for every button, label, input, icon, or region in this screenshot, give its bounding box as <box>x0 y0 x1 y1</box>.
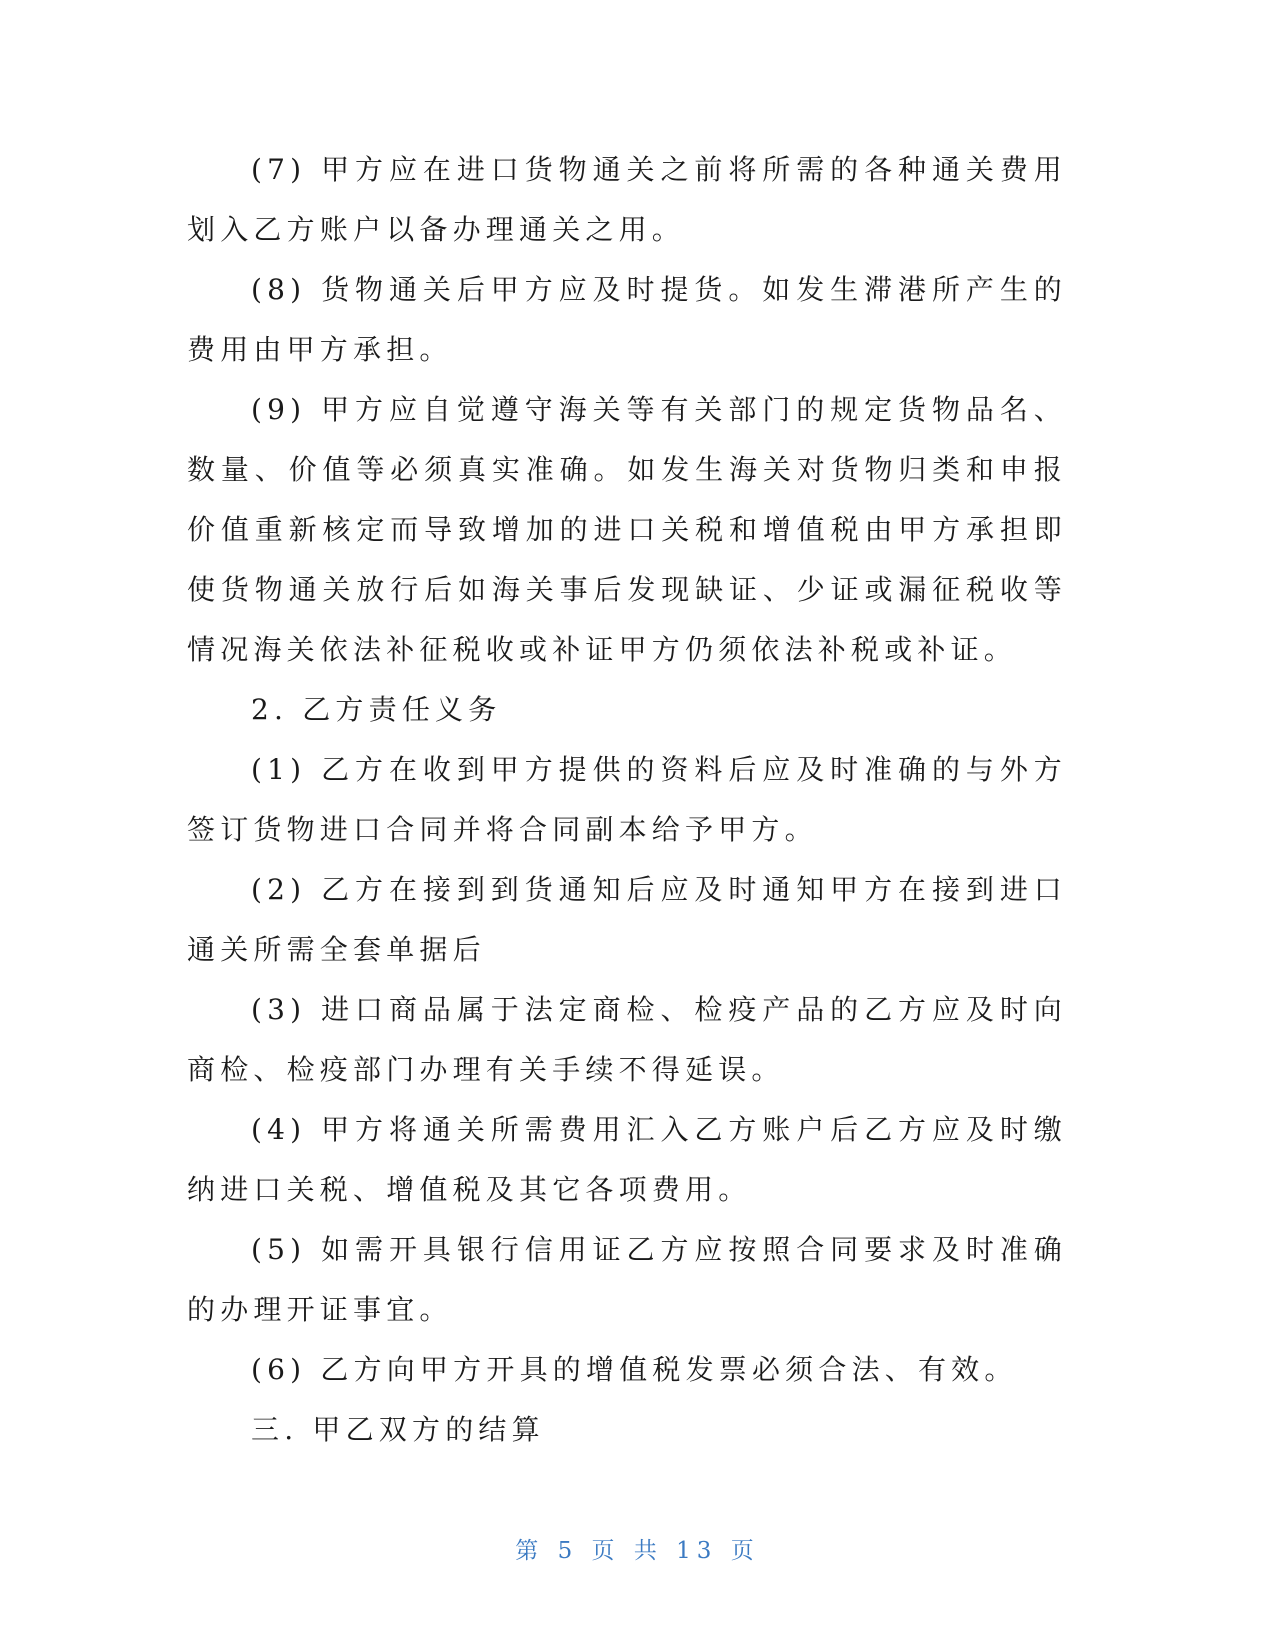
paragraph-b2: (2) 乙方在接到到货通知后应及时通知甲方在接到进口通关所需全套单据后 <box>187 873 1067 966</box>
paragraph-b6: (6) 乙方向甲方开具的增值税发票必须合法、有效。 <box>251 1353 1018 1386</box>
paragraph-b5: (5) 如需开具银行信用证乙方应按照合同要求及时准确的办理开证事宜。 <box>187 1233 1067 1326</box>
section-heading-party-b-duties: 2. 乙方责任义务 <box>251 693 502 726</box>
paragraph-b1: (1) 乙方在收到甲方提供的资料后应及时准确的与外方签订货物进口合同并将合同副本给予甲方。 <box>187 753 1067 846</box>
page-number-footer: 第 5 页 共 13 页 <box>515 1538 760 1564</box>
paragraph-b3: (3) 进口商品属于法定商检、检疫产品的乙方应及时向商检、检疫部门办理有关手续不得延误。 <box>187 993 1067 1086</box>
document-body <box>187 140 1067 1460</box>
paragraph-9: (9) 甲方应自觉遵守海关等有关部门的规定货物品名、数量、价值等必须真实准确。如发生海关对货物归类和申报价值重新核定而导致增加的进口关税和增值税由甲方承担即使货物通关放行后如海关事后发现缺证、少证或漏征税收等情况海关依法补征税收或补证甲方仍须依法补税或补证。 <box>187 393 1067 666</box>
paragraph-7: (7) 甲方应在进口货物通关之前将所需的各种通关费用划入乙方账户以备办理通关之用。 <box>187 153 1067 246</box>
section-heading-settlement: 三. 甲乙双方的结算 <box>251 1413 545 1446</box>
paragraph-8: (8) 货物通关后甲方应及时提货。如发生滞港所产生的费用由甲方承担。 <box>187 273 1067 366</box>
paragraph-b4: (4) 甲方将通关所需费用汇入乙方账户后乙方应及时缴纳进口关税、增值税及其它各项费用。 <box>187 1113 1067 1206</box>
